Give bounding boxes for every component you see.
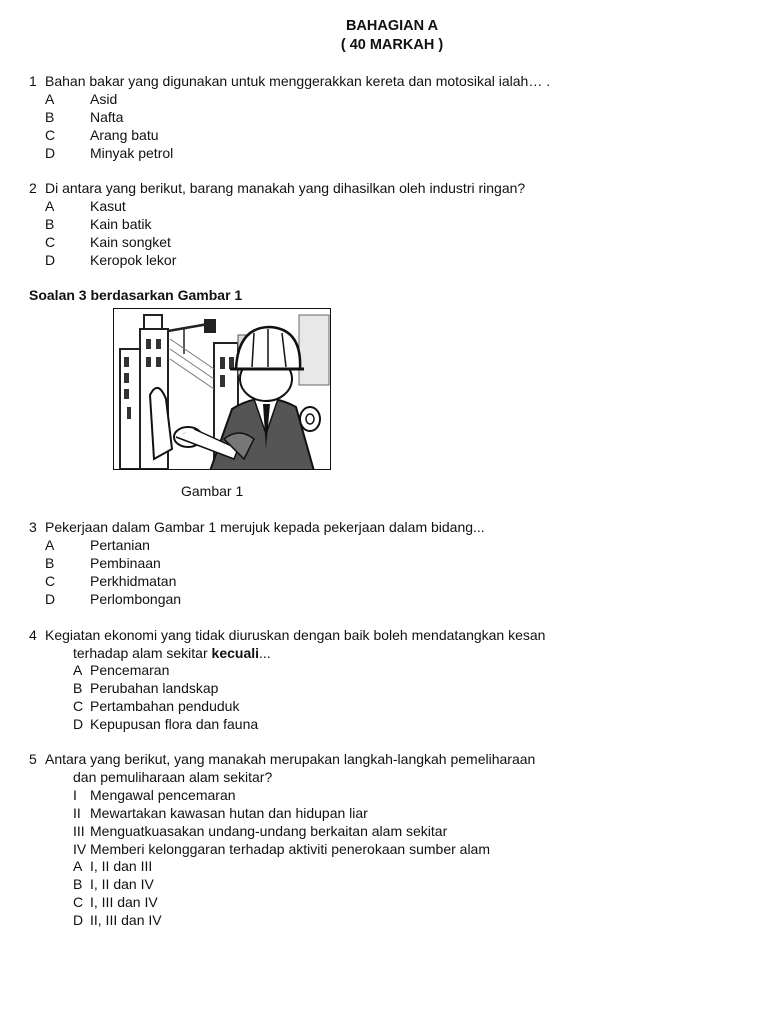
option-text: Kain songket bbox=[90, 234, 171, 250]
question-text-continued: dan pemuliharaan alam sekitar? bbox=[73, 769, 273, 785]
option-letter: C bbox=[45, 234, 56, 250]
option-text: Pembinaan bbox=[90, 555, 161, 571]
option-letter: B bbox=[73, 680, 83, 696]
option-text: Pertanian bbox=[90, 537, 150, 553]
option-text: Kepupusan flora dan fauna bbox=[90, 716, 259, 732]
figure-heading: Soalan 3 berdasarkan Gambar 1 bbox=[29, 287, 243, 303]
question-text-continued bbox=[73, 644, 271, 662]
option-letter: C bbox=[45, 127, 56, 143]
option-letter: A bbox=[45, 91, 55, 107]
section-title: BAHAGIAN A bbox=[345, 18, 439, 34]
option-letter: C bbox=[45, 573, 56, 589]
statement-numeral: I bbox=[73, 787, 77, 803]
option-text: Arang batu bbox=[90, 127, 159, 143]
option-text: Perubahan landskap bbox=[90, 680, 219, 696]
question-text-part: ... bbox=[259, 645, 271, 661]
option-letter: C bbox=[73, 698, 84, 714]
statement-numeral: IV bbox=[73, 841, 87, 857]
option-letter: D bbox=[73, 912, 84, 928]
option-text: Perlombongan bbox=[90, 591, 182, 607]
option-letter: D bbox=[73, 716, 84, 732]
statement-text: Mewartakan kawasan hutan dan hidupan liar bbox=[90, 805, 368, 821]
question-text: Kegiatan ekonomi yang tidak diuruskan dengan baik boleh mendatangkan kesan bbox=[45, 627, 546, 643]
option-letter: A bbox=[45, 198, 55, 214]
statement-text: Mengawal pencemaran bbox=[90, 787, 236, 803]
option-letter: D bbox=[45, 145, 56, 161]
option-letter: D bbox=[45, 252, 56, 268]
option-text: Kain batik bbox=[90, 216, 152, 232]
statement-text: Menguatkuasakan undang-undang berkaitan alam sekitar bbox=[90, 823, 448, 839]
option-text: Asid bbox=[90, 91, 118, 107]
option-letter: B bbox=[45, 109, 55, 125]
option-letter: A bbox=[45, 537, 55, 553]
option-letter: B bbox=[45, 216, 55, 232]
option-text: Pencemaran bbox=[90, 662, 170, 678]
question-text: Di antara yang berikut, barang manakah yang dihasilkan oleh industri ringan? bbox=[45, 180, 526, 196]
section-marks: ( 40 MARKAH ) bbox=[340, 37, 444, 53]
option-text: I, III dan IV bbox=[90, 894, 158, 910]
option-text: I, II dan IV bbox=[90, 876, 154, 892]
option-text: Minyak petrol bbox=[90, 145, 174, 161]
question-emphasis: kecuali bbox=[211, 645, 260, 661]
question-number: 5 bbox=[29, 751, 37, 767]
question-text: Pekerjaan dalam Gambar 1 merujuk kepada pekerjaan dalam bidang... bbox=[45, 519, 485, 535]
option-letter: A bbox=[73, 858, 83, 874]
option-text: Perkhidmatan bbox=[90, 573, 177, 589]
question-number: 4 bbox=[29, 627, 37, 643]
option-text: Nafta bbox=[90, 109, 124, 125]
question-text: Bahan bakar yang digunakan untuk menggerakkan kereta dan motosikal ialah… . bbox=[45, 73, 551, 89]
engineer-illustration-icon bbox=[114, 309, 331, 470]
question-number: 2 bbox=[29, 180, 37, 196]
question-number: 1 bbox=[29, 73, 37, 89]
statement-numeral: III bbox=[73, 823, 85, 839]
option-text: I, II dan III bbox=[90, 858, 153, 874]
option-letter: B bbox=[45, 555, 55, 571]
figure-engineer-illustration bbox=[113, 308, 331, 470]
option-text: Keropok lekor bbox=[90, 252, 177, 268]
option-letter: C bbox=[73, 894, 84, 910]
question-text-part: terhadap alam sekitar bbox=[73, 645, 212, 661]
option-text: Pertambahan penduduk bbox=[90, 698, 240, 714]
question-text: Antara yang berikut, yang manakah merupakan langkah-langkah pemeliharaan bbox=[45, 751, 536, 767]
statement-numeral: II bbox=[73, 805, 81, 821]
option-text: Kasut bbox=[90, 198, 126, 214]
option-text: II, III dan IV bbox=[90, 912, 162, 928]
option-letter: B bbox=[73, 876, 83, 892]
option-letter: A bbox=[73, 662, 83, 678]
figure-caption: Gambar 1 bbox=[181, 483, 244, 499]
statement-text: Memberi kelonggaran terhadap aktiviti penerokaan sumber alam bbox=[90, 841, 490, 857]
option-letter: D bbox=[45, 591, 56, 607]
question-number: 3 bbox=[29, 519, 37, 535]
